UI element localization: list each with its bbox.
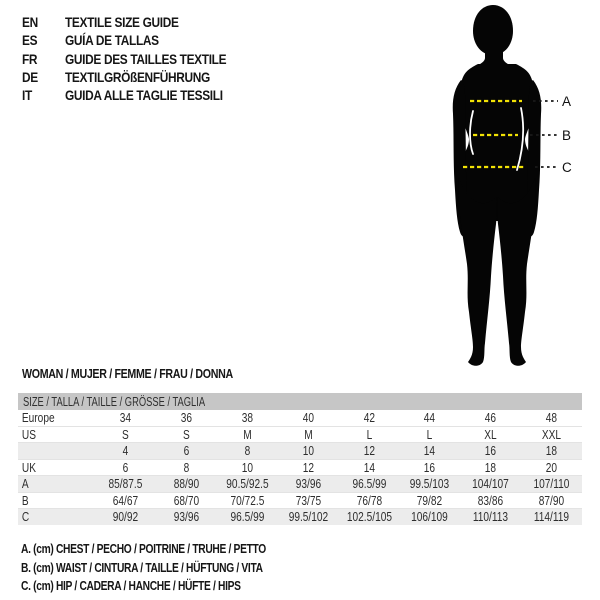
- language-list: [22, 13, 255, 104]
- legend-line-waist: B. (cm) WAIST / CINTURA / TAILLE / HÜFTUNG / VITA: [21, 560, 263, 575]
- size-cell: 8: [244, 443, 251, 459]
- size-cell: 114/119: [533, 509, 570, 525]
- size-cell: 88/90: [173, 476, 199, 492]
- size-cell: 90.5/92.5: [226, 476, 269, 492]
- row-label: B: [21, 492, 29, 508]
- size-cell: 70/72.5: [230, 492, 265, 508]
- language-title: TEXTILGRÖßENFÜHRUNG: [65, 69, 210, 86]
- size-cell: 99.5/103: [410, 476, 450, 492]
- size-cell: 73/75: [295, 492, 321, 508]
- language-title: TEXTILE SIZE GUIDE: [65, 14, 179, 31]
- measurement-figure: [440, 0, 600, 380]
- size-cell: 16: [424, 459, 436, 475]
- woman-silhouette-icon: [453, 5, 541, 366]
- row-label: UK: [21, 459, 36, 475]
- language-code: IT: [22, 87, 32, 104]
- legend-line-hip: C. (cm) HIP / CADERA / HANCHE / HÜFTE / HIPS: [21, 579, 241, 594]
- table-row-us: [18, 426, 582, 443]
- size-cell: 87/90: [538, 492, 565, 508]
- table-header-label: SIZE / TALLA / TAILLE / GRÖSSE / TAGLIA: [23, 394, 206, 409]
- size-cell: 38: [241, 410, 253, 426]
- size-cell: 4: [122, 443, 129, 459]
- size-cell: 106/109: [411, 509, 449, 525]
- language-row: [22, 13, 255, 31]
- size-cell: S: [182, 426, 190, 442]
- table-row-uk: [18, 459, 582, 476]
- table-row-europe: [18, 410, 582, 426]
- language-code: FR: [22, 50, 38, 67]
- size-cell: 36: [180, 410, 192, 426]
- section-title: WOMAN / MUJER / FEMME / FRAU / DONNA: [22, 366, 233, 381]
- size-cell: 107/110: [533, 476, 570, 492]
- size-cell: 42: [363, 410, 375, 426]
- size-cell: 20: [545, 459, 558, 475]
- measure-label-b: B: [562, 128, 572, 143]
- language-title: GUÍA DE TALLAS: [65, 32, 159, 49]
- size-cell: 68/70: [173, 492, 199, 508]
- size-cell: 90/92: [112, 509, 139, 525]
- size-cell: M: [303, 426, 313, 442]
- size-cell: 93/96: [173, 509, 199, 525]
- size-cell: 10: [241, 459, 253, 475]
- size-cell: 40: [302, 410, 314, 426]
- table-row-hip: [18, 508, 582, 525]
- size-cell: 6: [122, 459, 129, 475]
- size-cell: XXL: [541, 426, 562, 442]
- table-row-waist: [18, 492, 582, 509]
- size-cell: 48: [545, 410, 558, 426]
- size-cell: 16: [485, 443, 497, 459]
- size-cell: XL: [484, 426, 497, 442]
- size-cell: 102.5/105: [346, 509, 392, 525]
- language-row: [22, 68, 255, 86]
- size-cell: 12: [363, 443, 375, 459]
- size-cell: 83/86: [477, 492, 504, 508]
- size-cell: L: [426, 426, 433, 442]
- row-label: US: [21, 426, 36, 442]
- size-cell: 110/113: [473, 509, 509, 525]
- size-cell: 18: [545, 443, 558, 459]
- table-row-chest: [18, 475, 582, 492]
- size-table: [18, 393, 582, 525]
- size-cell: M: [242, 426, 252, 442]
- size-cell: 8: [183, 459, 190, 475]
- size-cell: 96.5/99: [230, 509, 265, 525]
- size-cell: 96.5/99: [352, 476, 386, 492]
- language-title: GUIDA ALLE TAGLIE TESSILI: [65, 87, 223, 104]
- measure-label-a: A: [562, 94, 572, 109]
- size-cell: 99.5/102: [288, 509, 328, 525]
- language-code: ES: [22, 32, 38, 49]
- size-cell: 79/82: [417, 492, 443, 508]
- language-row: [22, 50, 255, 68]
- measure-label-c: C: [562, 160, 572, 175]
- size-cell: 85/87.5: [108, 476, 143, 492]
- size-cell: 18: [485, 459, 497, 475]
- legend-line-chest: A. (cm) CHEST / PECHO / POITRINE / TRUHE / PETTO: [21, 542, 266, 557]
- language-code: EN: [22, 14, 38, 31]
- size-cell: 44: [424, 410, 436, 426]
- size-cell: 76/78: [356, 492, 382, 508]
- table-row-us-numeric: [18, 442, 582, 459]
- row-label: A: [21, 476, 29, 492]
- size-cell: 12: [302, 459, 314, 475]
- size-cell: 14: [363, 459, 375, 475]
- size-cell: 46: [485, 410, 497, 426]
- language-row: [22, 31, 255, 49]
- size-cell: 104/107: [472, 476, 510, 492]
- measurement-legend: [21, 540, 320, 596]
- size-cell: 64/67: [112, 492, 139, 508]
- language-title: GUIDE DES TAILLES TEXTILE: [65, 50, 227, 67]
- size-cell: L: [366, 426, 372, 442]
- table-header: [18, 393, 582, 410]
- row-label: Europe: [21, 410, 55, 426]
- language-code: DE: [22, 69, 38, 86]
- language-row: [22, 86, 255, 104]
- row-label: C: [21, 509, 30, 525]
- size-cell: 14: [424, 443, 436, 459]
- size-cell: 6: [183, 443, 190, 459]
- size-cell: 10: [302, 443, 314, 459]
- size-cell: S: [122, 426, 129, 442]
- size-cell: 93/96: [295, 476, 321, 492]
- size-cell: 34: [119, 410, 132, 426]
